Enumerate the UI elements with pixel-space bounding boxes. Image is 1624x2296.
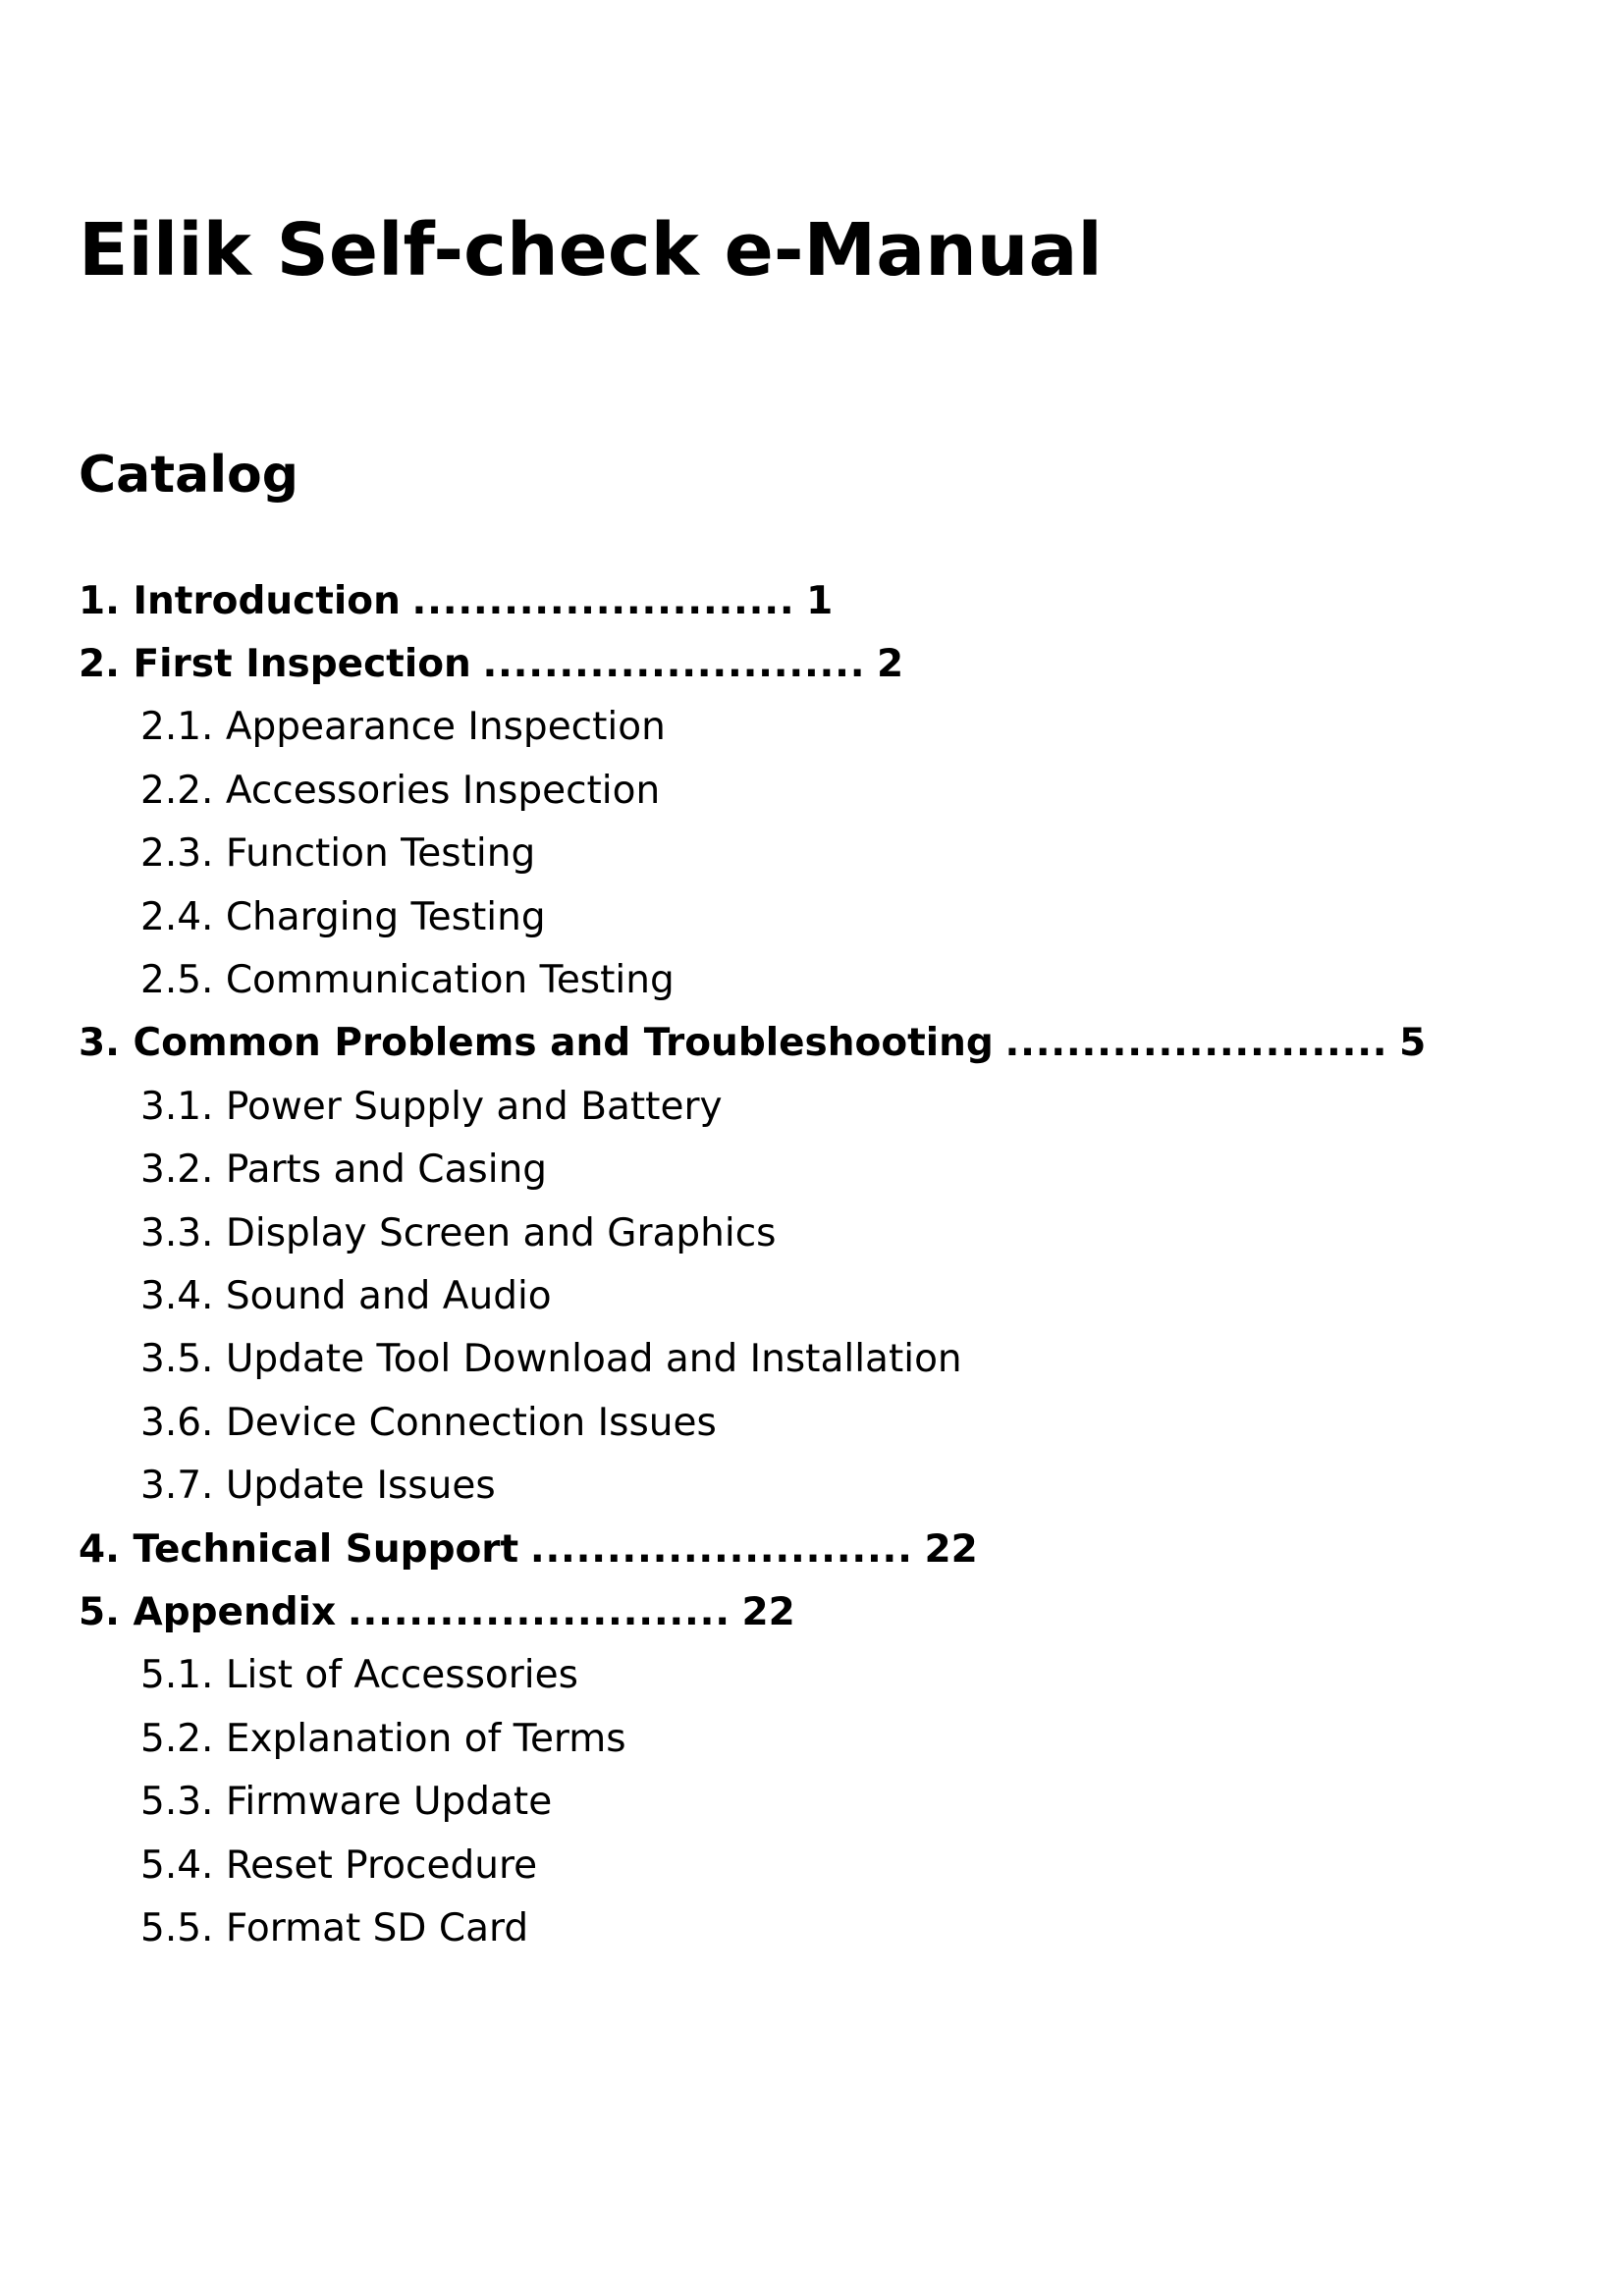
toc-label: Explanation of Terms (225, 1716, 626, 1761)
toc-page-number: 22 (924, 1526, 978, 1572)
toc-label: Reset Procedure (225, 1842, 538, 1888)
toc-entry-update-issues[interactable] (79, 1454, 1551, 1517)
toc-entry-accessories-inspection[interactable] (79, 759, 1551, 822)
toc-entry-parts-casing[interactable] (79, 1139, 1551, 1201)
toc-entry-appendix[interactable] (79, 1580, 1551, 1643)
toc-entry-introduction[interactable] (79, 569, 1551, 632)
toc-label: Technical Support (133, 1526, 519, 1572)
toc-leader-dots: ......................... (411, 578, 795, 623)
toc-entry-sound-audio[interactable] (79, 1264, 1551, 1327)
toc-label: Device Connection Issues (225, 1400, 717, 1445)
toc-label: First Inspection (133, 642, 471, 687)
document-title: Eilik Self-check e-Manual (79, 208, 1103, 293)
toc-entry-update-tool[interactable] (79, 1328, 1551, 1391)
toc-page-number: 5 (1399, 1021, 1427, 1066)
toc-entry-first-inspection[interactable] (79, 632, 1551, 695)
toc-number: 4. (79, 1526, 120, 1572)
toc-label: Parts and Casing (225, 1148, 548, 1193)
toc-label: Update Tool Download and Installation (225, 1337, 962, 1382)
toc-number: 2.1. (140, 705, 214, 750)
toc-entry-appearance-inspection[interactable] (79, 696, 1551, 759)
toc-number: 3.6. (140, 1400, 214, 1445)
toc-page-number: 2 (877, 642, 904, 687)
toc-label: Power Supply and Battery (225, 1084, 723, 1129)
toc-label: Update Issues (225, 1464, 496, 1509)
toc-number: 3.1. (140, 1084, 214, 1129)
toc-entry-common-problems[interactable] (79, 1012, 1551, 1075)
toc-label: Format SD Card (225, 1905, 529, 1950)
toc-number: 2.2. (140, 768, 214, 813)
toc-label: Common Problems and Troubleshooting (133, 1021, 994, 1066)
toc-number: 5.3. (140, 1780, 214, 1825)
toc-number: 5.2. (140, 1716, 214, 1761)
toc-number: 2.3. (140, 831, 214, 877)
toc-number: 5.4. (140, 1842, 214, 1888)
toc-number: 2. (79, 642, 120, 687)
toc-label: Sound and Audio (225, 1273, 552, 1318)
catalog-heading: Catalog (79, 446, 298, 505)
toc-entry-list-of-accessories[interactable] (79, 1644, 1551, 1707)
toc-number: 2.5. (140, 958, 214, 1003)
toc-entry-reset-procedure[interactable] (79, 1834, 1551, 1896)
toc-leader-dots: ......................... (482, 642, 866, 687)
toc-entry-technical-support[interactable] (79, 1518, 1551, 1580)
toc-number: 5. (79, 1589, 120, 1634)
toc-leader-dots: ......................... (529, 1526, 913, 1572)
toc-label: Communication Testing (225, 958, 675, 1003)
toc-label: Function Testing (225, 831, 536, 877)
toc-number: 3. (79, 1021, 120, 1066)
toc-label: List of Accessories (225, 1653, 578, 1698)
toc-number: 3.3. (140, 1210, 214, 1255)
toc-number: 5.5. (140, 1905, 214, 1950)
toc-entry-power-supply[interactable] (79, 1075, 1551, 1138)
toc-label: Appendix (133, 1589, 337, 1634)
toc-number: 2.4. (140, 894, 214, 939)
toc-leader-dots: ......................... (347, 1589, 731, 1634)
toc-page-number: 22 (741, 1589, 795, 1634)
toc-number: 3.2. (140, 1148, 214, 1193)
toc-number: 1. (79, 578, 120, 623)
toc-entry-charging-testing[interactable] (79, 885, 1551, 948)
toc-label: Appearance Inspection (225, 705, 666, 750)
toc-leader-dots: ......................... (1004, 1021, 1388, 1066)
toc-label: Introduction (133, 578, 401, 623)
toc-entry-display-screen[interactable] (79, 1201, 1551, 1264)
toc-label: Display Screen and Graphics (225, 1210, 777, 1255)
toc-number: 3.4. (140, 1273, 214, 1318)
toc-entry-function-testing[interactable] (79, 823, 1551, 885)
toc-number: 5.1. (140, 1653, 214, 1698)
table-of-contents (79, 569, 1551, 1960)
toc-entry-firmware-update[interactable] (79, 1770, 1551, 1833)
toc-label: Charging Testing (225, 894, 546, 939)
toc-page-number: 1 (806, 578, 834, 623)
toc-number: 3.7. (140, 1464, 214, 1509)
toc-entry-device-connection[interactable] (79, 1391, 1551, 1454)
toc-number: 3.5. (140, 1337, 214, 1382)
toc-entry-communication-testing[interactable] (79, 948, 1551, 1011)
toc-entry-format-sd-card[interactable] (79, 1896, 1551, 1959)
toc-label: Accessories Inspection (225, 768, 661, 813)
toc-entry-explanation-of-terms[interactable] (79, 1707, 1551, 1770)
toc-label: Firmware Update (225, 1780, 553, 1825)
